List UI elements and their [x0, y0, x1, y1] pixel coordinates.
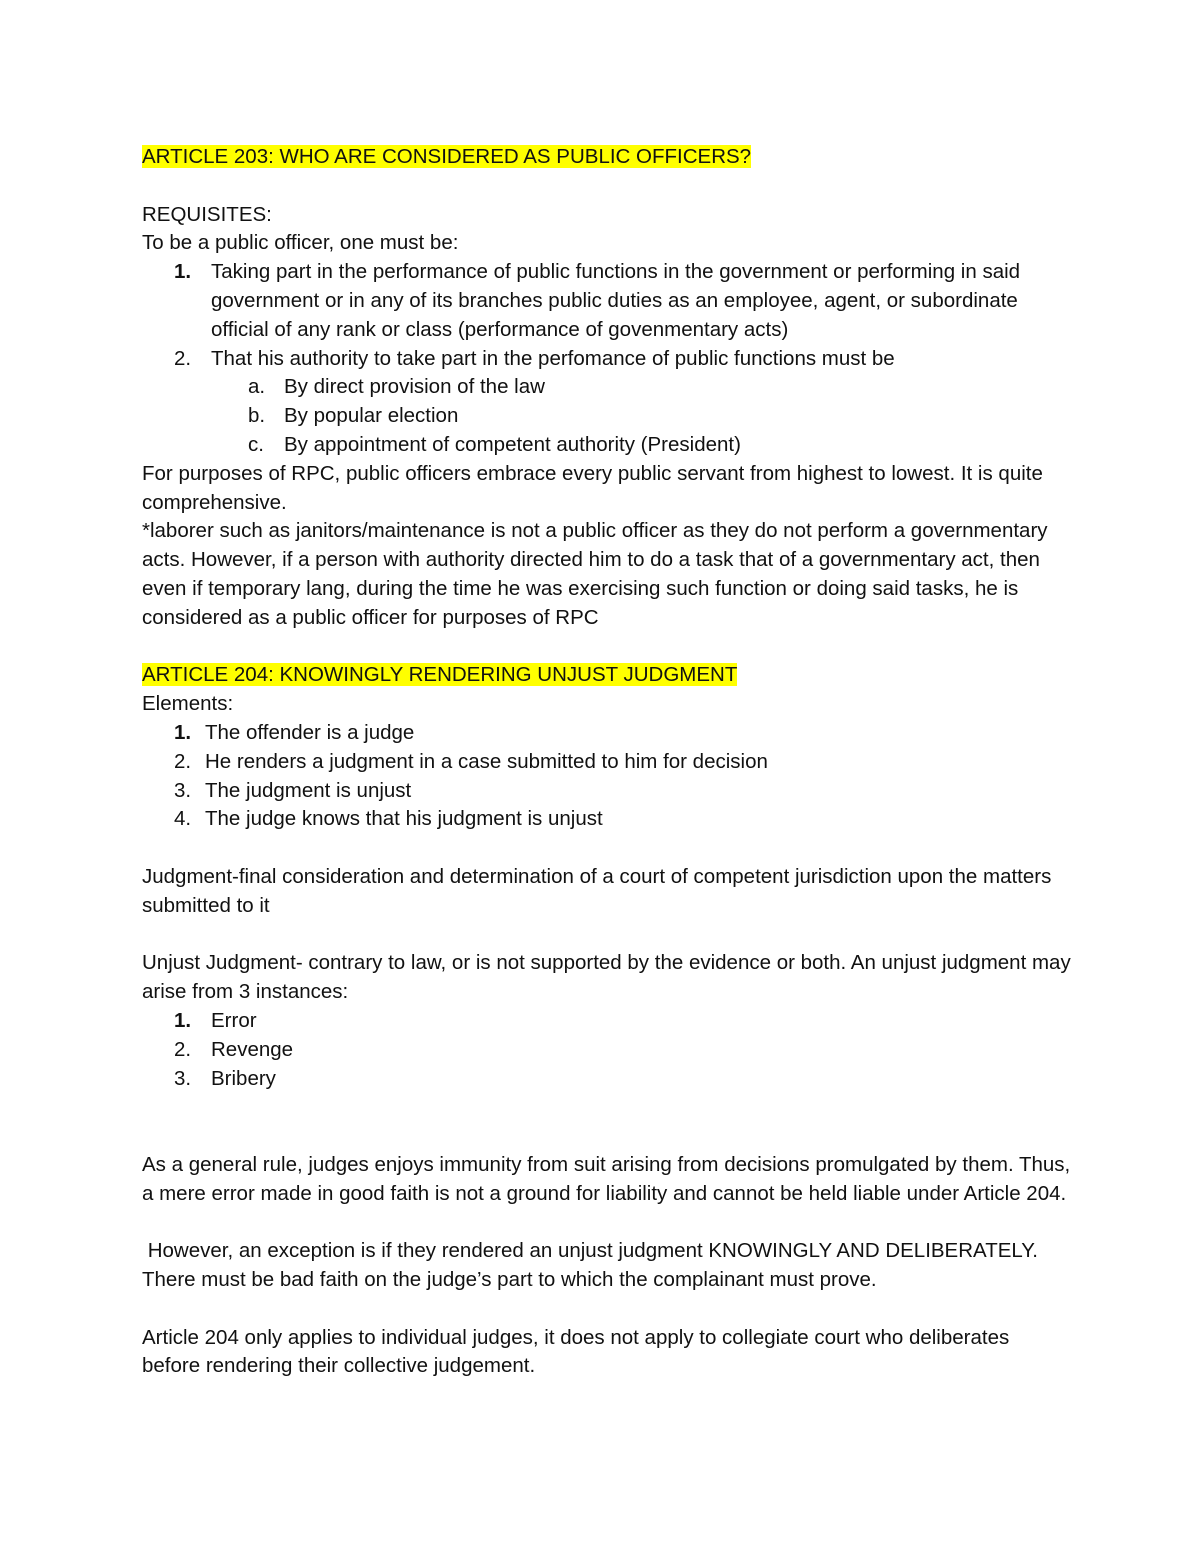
list-item: [142, 777, 1072, 806]
list-item: [142, 1065, 1072, 1094]
list-marker: 2.: [174, 346, 192, 370]
list-item: [142, 748, 1072, 777]
list-item: [142, 805, 1072, 834]
list-item: [142, 719, 1072, 748]
list-item: [142, 1007, 1072, 1036]
list-item: [142, 373, 1072, 402]
list-marker: b.: [248, 404, 266, 428]
list-item: [142, 431, 1072, 460]
list-item-text: By appointment of competent authority (President): [284, 432, 741, 456]
spacer: [142, 1208, 1072, 1237]
elements-label: Elements:: [142, 692, 234, 716]
collegiate-court-paragraph: Article 204 only applies to individual judges, it does not apply to collegiate court who deliberates before rendering their collective judgement.: [142, 1325, 1010, 1378]
list-item-text: By direct provision of the law: [284, 375, 545, 399]
unjust-judgment-paragraph: Unjust Judgment- contrary to law, or is not supported by the evidence or both. An unjust judgment may arise from 3 instances:: [142, 951, 1071, 1004]
list-item-text: By popular election: [284, 404, 459, 428]
article-203-heading: ARTICLE 203: WHO ARE CONSIDERED AS PUBLIC OFFICERS?: [142, 145, 752, 168]
list-marker: 3.: [174, 778, 192, 802]
exception-paragraph: However, an exception is if they rendered an unjust judgment KNOWINGLY AND DELIBERATELY. There must be bad faith on the judge’s part to which the complainant must prove.: [142, 1239, 1044, 1292]
spacer: [142, 921, 1072, 950]
list-item-text: He renders a judgment in a case submitted to him for decision: [205, 749, 768, 773]
list-item-text: The offender is a judge: [205, 720, 415, 744]
requisites-intro: To be a public officer, one must be:: [142, 231, 459, 255]
list-item-text: Taking part in the performance of public functions in the government or performing in said government or in any of its branches public duties as an employee, agent, or subordinate official of any rank or class (performance of govenmentary acts): [211, 260, 1021, 341]
list-item-text: The judge knows that his judgment is unjust: [205, 807, 603, 831]
list-item-text: Bribery: [211, 1066, 276, 1090]
judgment-definition-paragraph: Judgment-final consideration and determination of a court of competent jurisdiction upon the matters submitted to it: [142, 864, 1052, 917]
list-item-text: Error: [211, 1008, 257, 1032]
document-body: [142, 143, 1072, 1381]
list-marker: 1.: [174, 260, 192, 284]
spacer: [142, 1295, 1072, 1324]
spacer: [142, 834, 1072, 863]
list-item: [142, 402, 1072, 431]
rpc-paragraph: For purposes of RPC, public officers embrace every public servant from highest to lowest. It is quite comprehensive.: [142, 461, 1043, 514]
spacer: [142, 1122, 1072, 1151]
list-marker: 2.: [174, 1037, 192, 1061]
list-marker: 1.: [174, 720, 192, 744]
list-item: [142, 258, 1072, 344]
list-marker: 3.: [174, 1066, 192, 1090]
laborer-note-paragraph: *laborer such as janitors/maintenance is not a public officer as they do not perform a governmentary acts. However, if a person with authority directed him to do a task that of a governmentary act, then even if temporary lang, during the time he was exercising such function or doing said tasks, he is considered as a public officer for purposes of RPC: [142, 519, 1048, 629]
list-marker: 1.: [174, 1008, 192, 1032]
authority-sub-list: [142, 373, 1072, 459]
spacer: [142, 633, 1072, 662]
spacer: [142, 172, 1072, 201]
list-item-text: That his authority to take part in the perfomance of public functions must be: [211, 346, 895, 370]
list-item: [142, 345, 1072, 374]
requisites-label: REQUISITES:: [142, 202, 272, 226]
spacer: [142, 1093, 1072, 1122]
elements-list: [142, 719, 1072, 834]
list-marker: 2.: [174, 749, 192, 773]
requisites-list: [142, 258, 1072, 373]
list-item: [142, 1036, 1072, 1065]
list-marker: c.: [248, 432, 264, 456]
list-marker: 4.: [174, 807, 192, 831]
list-item-text: Revenge: [211, 1037, 294, 1061]
general-rule-paragraph: As a general rule, judges enjoys immunity from suit arising from decisions promulgated by them. Thus, a mere error made in good faith is not a ground for liability and cannot be held liable under Article 204.: [142, 1152, 1071, 1205]
list-marker: a.: [248, 375, 266, 399]
instances-list: [142, 1007, 1072, 1093]
list-item-text: The judgment is unjust: [205, 778, 412, 802]
article-204-heading-line: [142, 661, 1072, 690]
article-203-heading-line: [142, 143, 1072, 172]
article-204-heading: ARTICLE 204: KNOWINGLY RENDERING UNJUST JUDGMENT: [142, 663, 738, 687]
